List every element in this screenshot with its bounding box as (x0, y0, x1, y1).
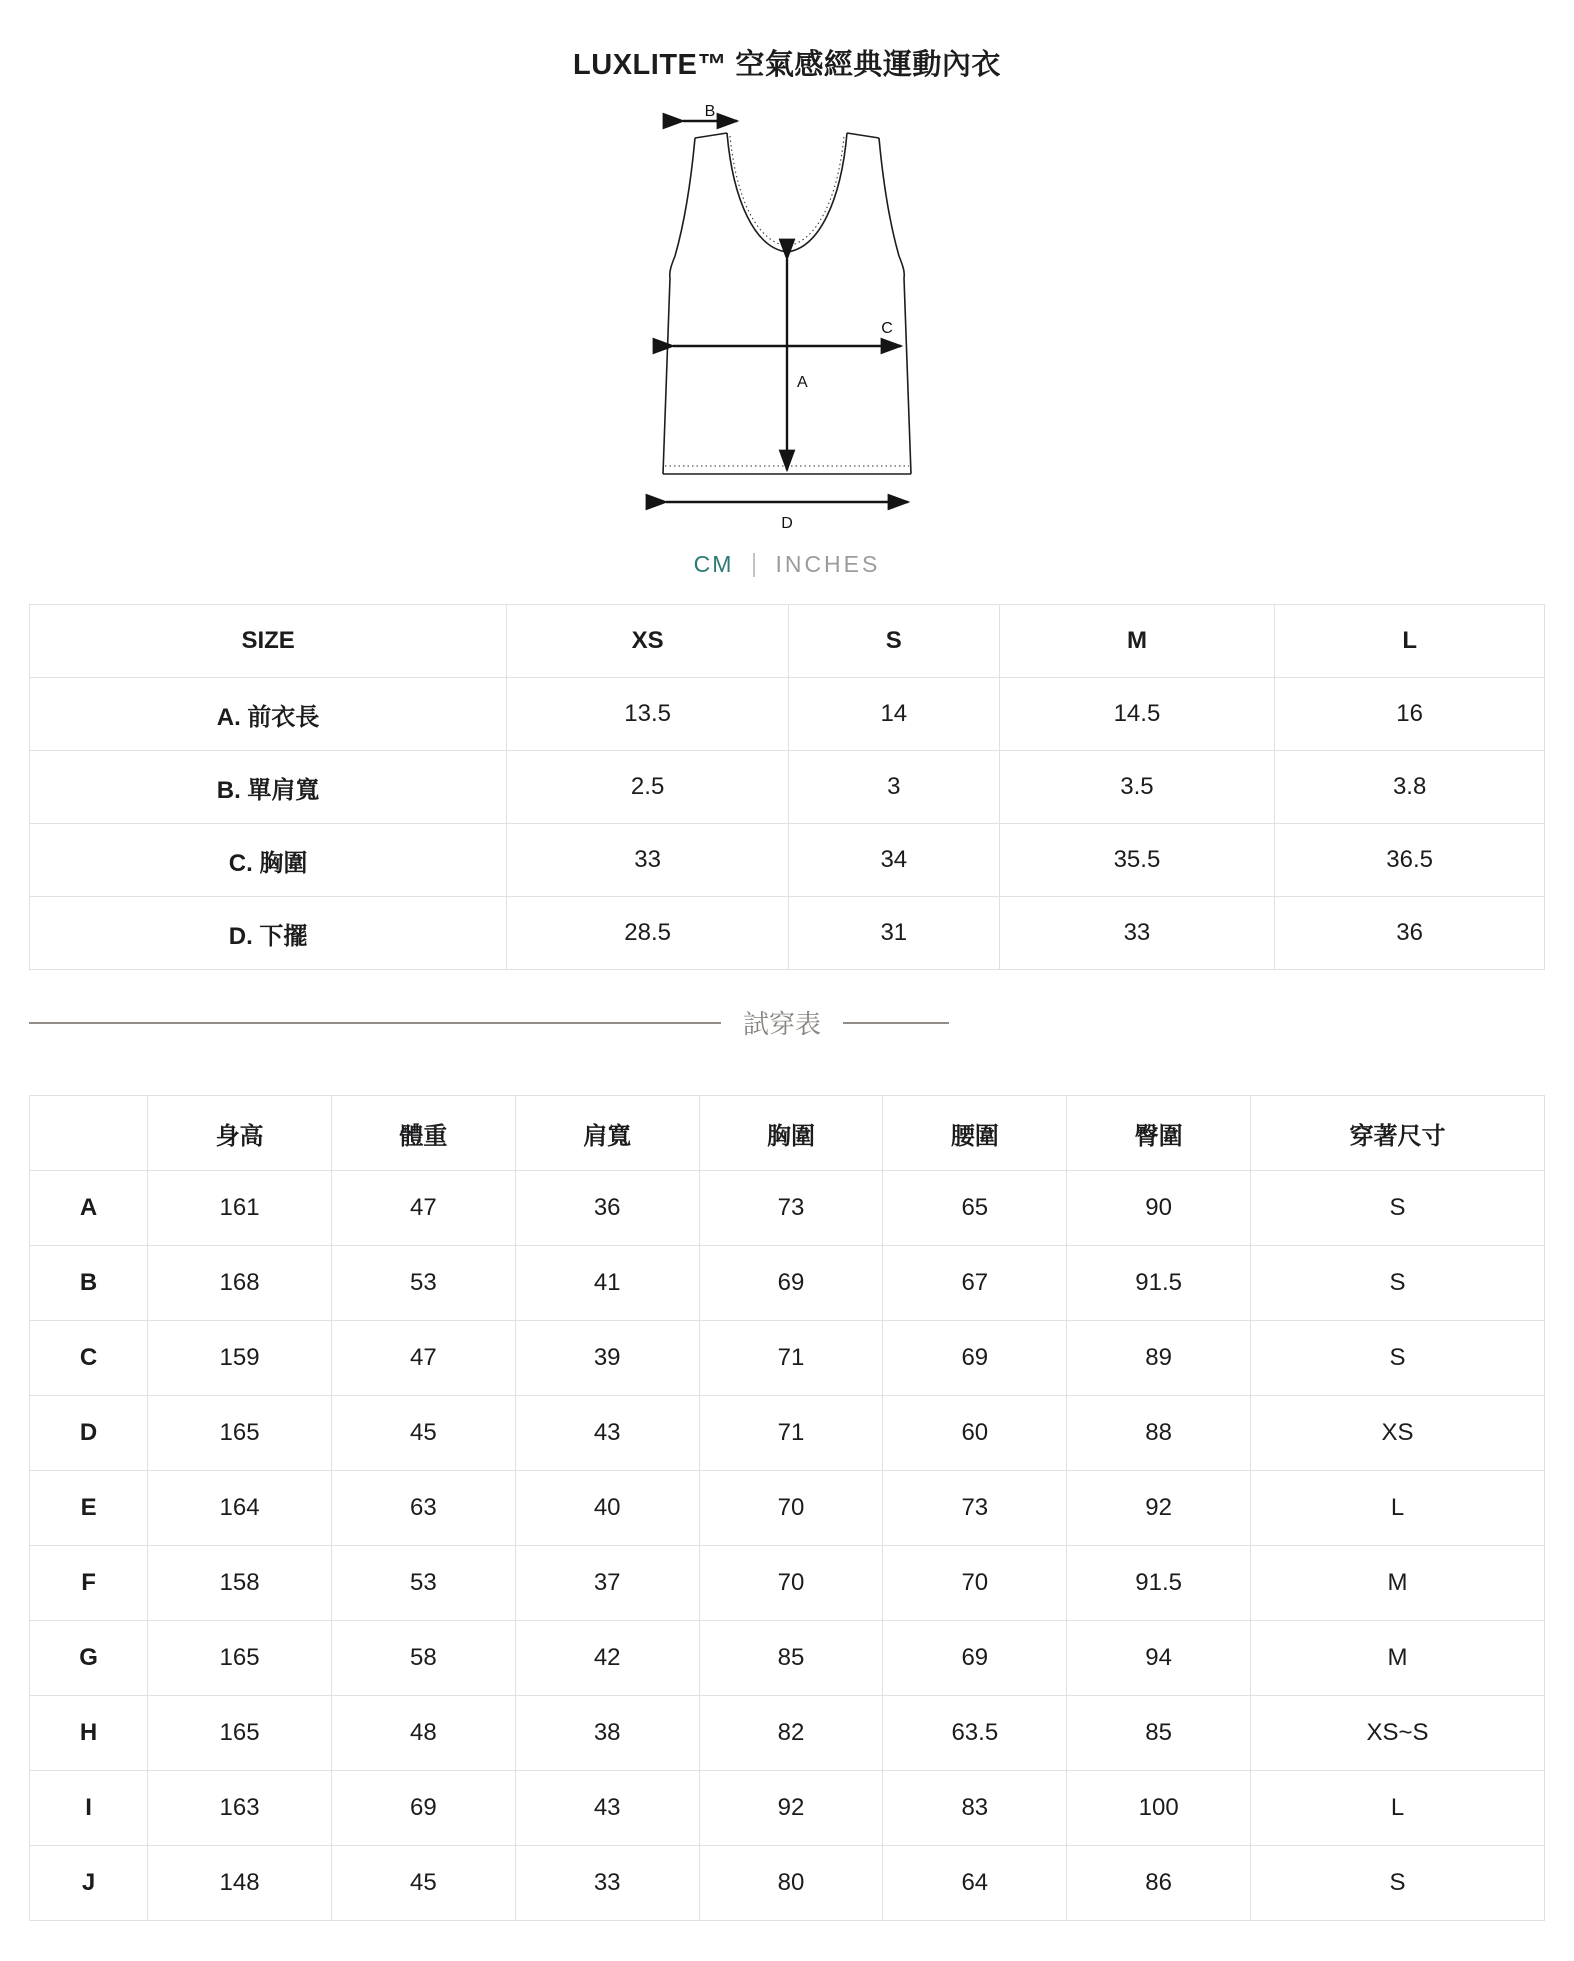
cell: 3.5 (999, 751, 1275, 824)
column-header: 臀圍 (1067, 1096, 1251, 1171)
fit-section-divider (29, 1004, 1545, 1041)
cell: 69 (331, 1771, 515, 1846)
page-title: LUXLITE™ 空氣感經典運動內衣 (573, 49, 1001, 81)
cell: 92 (1067, 1471, 1251, 1546)
row-label: E (30, 1471, 148, 1546)
diagram-label-d: D (781, 515, 793, 532)
cell: 31 (789, 897, 1000, 970)
cell: 43 (515, 1771, 699, 1846)
row-label: J (30, 1846, 148, 1921)
row-label: I (30, 1771, 148, 1846)
cell: XS~S (1251, 1696, 1545, 1771)
cell: 88 (1067, 1396, 1251, 1471)
cell: 82 (699, 1696, 883, 1771)
cell: 3 (789, 751, 1000, 824)
unit-cm-button[interactable]: CM (693, 551, 734, 577)
column-header: L (1275, 605, 1545, 678)
cell: 36.5 (1275, 824, 1545, 897)
cell: 80 (699, 1846, 883, 1921)
cell: 69 (883, 1621, 1067, 1696)
row-label: F (30, 1546, 148, 1621)
unit-inches-button[interactable]: INCHES (775, 551, 881, 577)
cell: 38 (515, 1696, 699, 1771)
row-label: C (30, 1321, 148, 1396)
cell: 91.5 (1067, 1246, 1251, 1321)
header-row (30, 1096, 1545, 1171)
divider-line-left (29, 1022, 721, 1024)
column-header: 體重 (331, 1096, 515, 1171)
cell: 85 (1067, 1696, 1251, 1771)
cell: 41 (515, 1246, 699, 1321)
table-row (30, 1696, 1545, 1771)
cell: 36 (515, 1171, 699, 1246)
cell: 35.5 (999, 824, 1275, 897)
unit-toggle (29, 551, 1545, 578)
cell: S (1251, 1246, 1545, 1321)
column-header: 身高 (148, 1096, 332, 1171)
cell: S (1251, 1321, 1545, 1396)
column-header: S (789, 605, 1000, 678)
row-label: B. 單肩寬 (30, 751, 507, 824)
size-table (29, 604, 1545, 970)
cell: 86 (1067, 1846, 1251, 1921)
cell: 164 (148, 1471, 332, 1546)
cell: 165 (148, 1621, 332, 1696)
cell: 53 (331, 1546, 515, 1621)
cell: 158 (148, 1546, 332, 1621)
table-row (30, 1846, 1545, 1921)
column-header: 肩寬 (515, 1096, 699, 1171)
cell: 148 (148, 1846, 332, 1921)
cell: 45 (331, 1846, 515, 1921)
table-row (30, 1546, 1545, 1621)
cell: 16 (1275, 678, 1545, 751)
row-label: D. 下擺 (30, 897, 507, 970)
cell: 45 (331, 1396, 515, 1471)
cell: 165 (148, 1696, 332, 1771)
column-header: 穿著尺寸 (1251, 1096, 1545, 1171)
cell: 83 (883, 1771, 1067, 1846)
cell: 53 (331, 1246, 515, 1321)
fit-table (29, 1095, 1545, 1921)
cell: 47 (331, 1321, 515, 1396)
cell: 47 (331, 1171, 515, 1246)
cell: 58 (331, 1621, 515, 1696)
column-header (30, 1096, 148, 1171)
cell: 33 (999, 897, 1275, 970)
cell: 33 (507, 824, 789, 897)
cell: 70 (883, 1546, 1067, 1621)
bra-diagram (636, 105, 938, 537)
cell: S (1251, 1171, 1545, 1246)
cell: 94 (1067, 1621, 1251, 1696)
cell: 48 (331, 1696, 515, 1771)
column-header: 胸圍 (699, 1096, 883, 1171)
cell: 14.5 (999, 678, 1275, 751)
column-header: M (999, 605, 1275, 678)
fit-section-title: 試穿表 (743, 1009, 822, 1039)
cell: 42 (515, 1621, 699, 1696)
table-row (30, 751, 1545, 824)
header-row (30, 605, 1545, 678)
cell: 13.5 (507, 678, 789, 751)
cell: 73 (883, 1471, 1067, 1546)
table-row (30, 1471, 1545, 1546)
row-label: A (30, 1171, 148, 1246)
cell: 161 (148, 1171, 332, 1246)
row-label: A. 前衣長 (30, 678, 507, 751)
cell: 100 (1067, 1771, 1251, 1846)
table-row (30, 1321, 1545, 1396)
cell: L (1251, 1471, 1545, 1546)
cell: 43 (515, 1396, 699, 1471)
table-row (30, 1246, 1545, 1321)
table-row (30, 1621, 1545, 1696)
row-label: D (30, 1396, 148, 1471)
cell: 39 (515, 1321, 699, 1396)
cell: 67 (883, 1246, 1067, 1321)
unit-separator (753, 553, 755, 577)
cell: 69 (883, 1321, 1067, 1396)
cell: 159 (148, 1321, 332, 1396)
cell: XS (1251, 1396, 1545, 1471)
cell: 60 (883, 1396, 1067, 1471)
row-label: B (30, 1246, 148, 1321)
cell: 85 (699, 1621, 883, 1696)
cell: 71 (699, 1396, 883, 1471)
table-row (30, 678, 1545, 751)
product-diagram (29, 105, 1545, 537)
diagram-label-b: B (704, 105, 716, 120)
cell: 14 (789, 678, 1000, 751)
diagram-label-a: A (797, 374, 808, 391)
cell: 92 (699, 1771, 883, 1846)
cell: 69 (699, 1246, 883, 1321)
cell: 33 (515, 1846, 699, 1921)
cell: 71 (699, 1321, 883, 1396)
cell: 3.8 (1275, 751, 1545, 824)
table-row (30, 1171, 1545, 1246)
cell: 70 (699, 1546, 883, 1621)
cell: 34 (789, 824, 1000, 897)
column-header: SIZE (30, 605, 507, 678)
cell: L (1251, 1771, 1545, 1846)
cell: 64 (883, 1846, 1067, 1921)
measure-arrows (666, 121, 908, 502)
column-header: XS (507, 605, 789, 678)
cell: M (1251, 1621, 1545, 1696)
cell: 36 (1275, 897, 1545, 970)
cell: 165 (148, 1396, 332, 1471)
row-label: H (30, 1696, 148, 1771)
cell: 73 (699, 1171, 883, 1246)
cell: 89 (1067, 1321, 1251, 1396)
diagram-label-c: C (881, 320, 893, 337)
table-row (30, 897, 1545, 970)
cell: 90 (1067, 1171, 1251, 1246)
table-row (30, 1396, 1545, 1471)
cell: M (1251, 1546, 1545, 1621)
table-row (30, 824, 1545, 897)
cell: 63.5 (883, 1696, 1067, 1771)
cell: 37 (515, 1546, 699, 1621)
cell: 2.5 (507, 751, 789, 824)
cell: 28.5 (507, 897, 789, 970)
divider-line-right (843, 1022, 949, 1024)
table-row (30, 1771, 1545, 1846)
row-label: C. 胸圍 (30, 824, 507, 897)
cell: 70 (699, 1471, 883, 1546)
cell: S (1251, 1846, 1545, 1921)
cell: 168 (148, 1246, 332, 1321)
cell: 65 (883, 1171, 1067, 1246)
row-label: G (30, 1621, 148, 1696)
column-header: 腰圍 (883, 1096, 1067, 1171)
cell: 63 (331, 1471, 515, 1546)
cell: 91.5 (1067, 1546, 1251, 1621)
cell: 163 (148, 1771, 332, 1846)
cell: 40 (515, 1471, 699, 1546)
